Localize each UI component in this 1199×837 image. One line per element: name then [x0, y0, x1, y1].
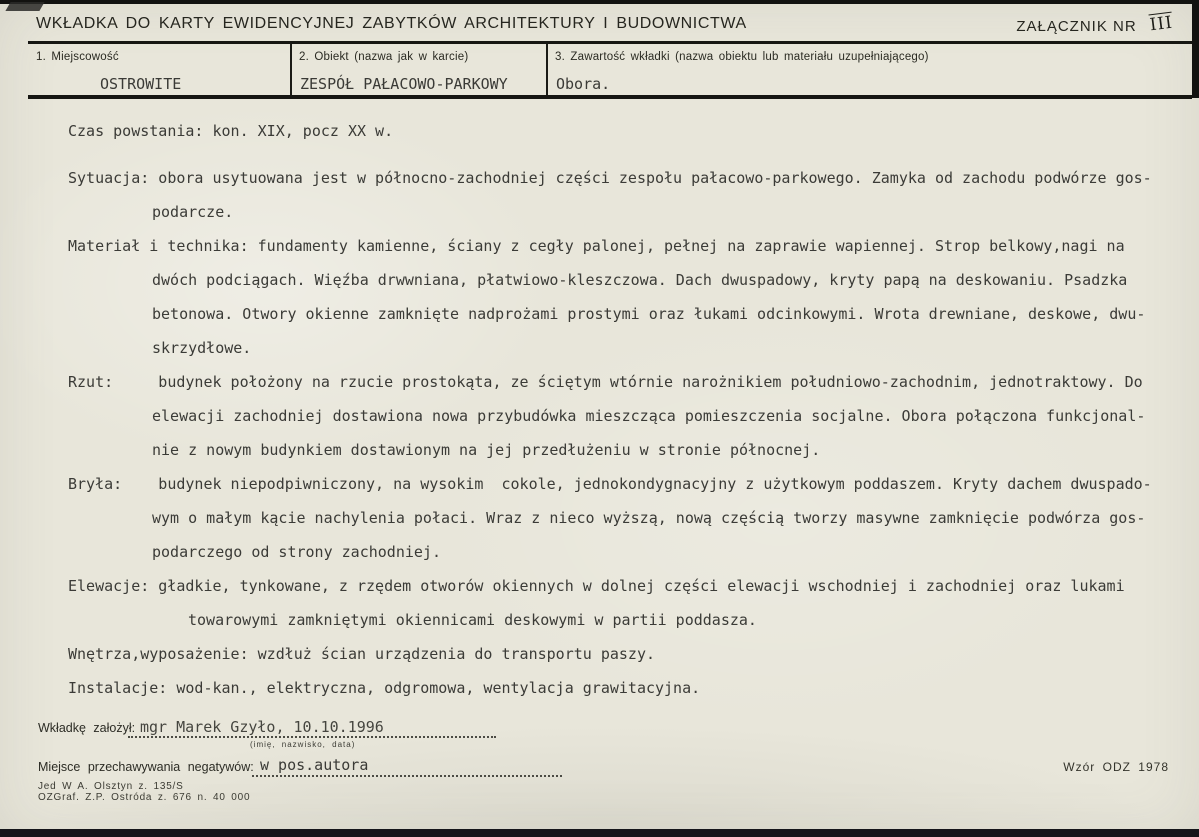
header-rule: [28, 41, 1192, 44]
body-line: Rzut: budynek położony na rzucie prostokąta, ze ściętym wtórnie narożnikiem południowo-zachodnim, jednotraktowy. Do: [68, 373, 1143, 391]
founder-value: mgr Marek Gzyło, 10.10.1996: [140, 718, 384, 736]
negatives-value: w pos.autora: [260, 756, 369, 774]
body-line: towarowymi zamkniętymi okiennicami deskowymi w partii poddasza.: [188, 611, 757, 629]
negatives-label: Miejsce przechawywania negatywów:: [38, 760, 254, 774]
table-value-zawartosc: Obora.: [556, 75, 611, 93]
table-header-miejscowosc: 1. Miejscowość: [36, 51, 119, 63]
scan-edge-right: [1192, 0, 1199, 98]
body-line: skrzydłowe.: [152, 339, 252, 357]
body-line: podarcze.: [152, 203, 234, 221]
body-line: Sytuacja: obora usytuowana jest w północno-zachodniej części zespołu pałacowo-parkowego. Zamyka od zachodu podwórze gos-: [68, 169, 1152, 187]
table-header-obiekt: 2. Obiekt (nazwa jak w karcie): [299, 51, 469, 63]
body-line: Materiał i technika: fundamenty kamienne, ściany z cegły palonej, pełnej na zaprawie wapiennej. Strop belkowy,nagi na: [68, 237, 1125, 255]
body-line: wym o małym kącie nachylenia połaci. Wraz z nieco wyższą, nową częścią tworzy masywne zamknięcie podwórza gos-: [152, 509, 1146, 527]
table-divider: [546, 44, 548, 95]
body-line: Wnętrza,wyposażenie: wzdłuż ścian urządzenia do transportu paszy.: [68, 645, 655, 663]
body-line: Czas powstania: kon. XIX, pocz XX w.: [68, 122, 394, 140]
scan-corner-mark: [5, 2, 44, 11]
body-line: dwóch podciągach. Więźba drwwniana, płatwiowo-kleszczowa. Dach dwuspadowy, kryty papą na deskowaniu. Psadzka: [152, 271, 1128, 289]
table-value-miejscowosc: OSTROWITE: [100, 75, 182, 93]
form-code: Wzór ODZ 1978: [1063, 760, 1169, 774]
form-title: WKŁADKA DO KARTY EWIDENCYJNEJ ZABYTKÓW ARCHITEKTURY I BUDOWNICTWA: [36, 15, 747, 32]
table-bottom-rule: [28, 95, 1192, 99]
print-info-line: Jed W A. Olsztyn z. 135/S: [38, 781, 184, 792]
attachment-label: ZAŁĄCZNIK NR: [1016, 18, 1137, 35]
body-line: Instalacje: wod-kan., elektryczna, odgromowa, wentylacja grawitacyjna.: [68, 679, 701, 697]
body-line: Bryła: budynek niepodpiwniczony, na wysokim cokole, jednokondygnacyjny z użytkowym poddaszem. Kryty dachem dwuspado-: [68, 475, 1152, 493]
table-divider: [290, 44, 292, 95]
table-header-zawartosc: 3. Zawartość wkładki (nazwa obiektu lub materiału uzupełniającego): [555, 51, 929, 63]
founder-label: Wkładkę założył:: [38, 721, 136, 735]
typewritten-body: [68, 114, 1178, 705]
founder-dotted-line: [128, 736, 496, 738]
body-line: elewacji zachodniej dostawiona nowa przybudówka mieszcząca pomieszczenia socjalne. Obora połączona funkcjonal-: [152, 407, 1146, 425]
negatives-dotted-line: [252, 775, 562, 777]
body-line: nie z nowym budynkiem dostawionym na jej przedłużeniu w stronie północnej.: [152, 441, 821, 459]
attachment-number-handwritten: $\overline{III}$: [1148, 12, 1174, 36]
print-info-line: OZGraf. Z.P. Ostróda z. 676 n. 40 000: [38, 792, 251, 803]
body-line: betonowa. Otwory okienne zamknięte nadprożami prostymi oraz łukami odcinkowymi. Wrota drewniane, deskowe, dwu-: [152, 305, 1146, 323]
body-line: podarczego od strony zachodniej.: [152, 543, 441, 561]
attachment-number-field: [1016, 12, 1174, 36]
scan-edge-top: [0, 0, 1199, 4]
scan-edge-bottom: [0, 829, 1199, 837]
founder-hint: (imię, nazwisko, data): [250, 740, 356, 749]
body-line: Elewacje: gładkie, tynkowane, z rzędem otworów okiennych w dolnej części elewacji wschodniej i zachodniej oraz lukami: [68, 577, 1125, 595]
table-value-obiekt: ZESPÓŁ PAŁACOWO-PARKOWY: [300, 75, 508, 93]
